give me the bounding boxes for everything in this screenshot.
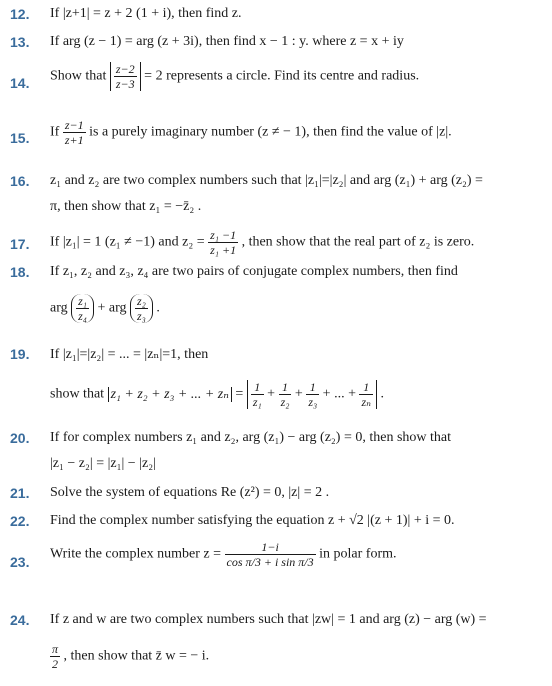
question-text-line2: |z₁ − z₂| = |z₁| − |z₂| xyxy=(50,456,156,471)
question-text: Solve the system of equations Re (z²) = 0, |z| = 2 . xyxy=(50,485,330,500)
question-number: 12. xyxy=(10,6,30,22)
question-24 xyxy=(0,612,552,678)
question-text-line2: arg $\frac{\text{z₁}}{\text{z₄}}$ + arg $\frac{\text{z₂}}{\text{z₃}}$ . xyxy=(50,294,160,323)
question-number: 20. xyxy=(10,430,30,446)
question-number: 24. xyxy=(10,612,30,628)
question-number: 22. xyxy=(10,513,30,529)
question-number: 19. xyxy=(10,346,30,362)
question-16 xyxy=(0,173,552,219)
question-text-line1: If z and w are two complex numbers such that |zw| = 1 and arg (z) − arg (w) = xyxy=(50,612,487,627)
question-18 xyxy=(0,264,552,340)
question-text-line1: If z₁, z₂ and z₃, z₄ are two pairs of conjugate complex numbers, then find xyxy=(50,264,458,279)
question-number: 17. xyxy=(10,236,30,252)
question-number: 16. xyxy=(10,173,30,189)
question-text: Show that $\frac{z-2}{z-3}$ = 2 represents a circle. Find its centre and radius. xyxy=(50,62,420,91)
question-text: If |z₁| = 1 (z₁ ≠ −1) and z₂ = $\frac{\text{z₁ −1}}{\text{z₁ +1}}$ , then show that the real part of z₂ is zero. xyxy=(50,228,475,257)
question-19 xyxy=(0,346,552,422)
question-20 xyxy=(0,430,552,476)
question-text-line1: z₁ and z₂ are two complex numbers such that |z₁|=|z₂| and arg (z₁) + arg (z₂) = xyxy=(50,173,483,188)
question-number: 13. xyxy=(10,34,30,50)
question-text-line2: $\frac{\pi}{2}$ , then show that z̄ w = − i. xyxy=(52,642,210,671)
question-23 xyxy=(0,540,552,600)
question-text: If arg (z − 1) = arg (z + 3i), then find x − 1 : y. where z = x + iy xyxy=(50,34,404,49)
question-text: Find the complex number satisfying the equation z + √2 |(z + 1)| + i = 0. xyxy=(50,513,455,528)
question-text-line2: show that z₁ + z₂ + z₃ + ... + zₙ = $\frac{1}{\text{z₁}}$ + $\frac{1}{\text{z₂}}$ + $\frac{1}{\text{z₃}}$ + ... + $\frac{1}{\text{zₙ}}$ . xyxy=(50,380,385,409)
question-text-line1: If |z₁|=|z₂| = ... = |zₙ|=1, then xyxy=(50,347,209,362)
question-text: Write the complex number z = $\frac{1-i}{\text{cos π/3 + i sin π/3}}$ in polar form. xyxy=(50,540,397,569)
question-text-line2: π, then show that z₁ = −z̄₂ . xyxy=(50,199,202,214)
question-14 xyxy=(0,62,552,106)
question-number: 18. xyxy=(10,264,30,280)
question-15 xyxy=(0,118,552,162)
fraction-abs: $\frac{z-2}{z-3}$ xyxy=(110,62,141,91)
question-number: 14. xyxy=(10,75,30,91)
question-text-line1: If for complex numbers z₁ and z₂, arg (z₁) − arg (z₂) = 0, then show that xyxy=(50,430,452,445)
question-number: 21. xyxy=(10,485,30,501)
question-text: If $\frac{z-1}{z+1}$ is a purely imaginary number (z ≠ − 1), then find the value of |z|. xyxy=(50,118,452,147)
question-number: 15. xyxy=(10,130,30,146)
question-17 xyxy=(0,228,552,264)
question-number: 23. xyxy=(10,554,30,570)
question-text: If |z+1| = z + 2 (1 + i), then find z. xyxy=(50,6,242,21)
